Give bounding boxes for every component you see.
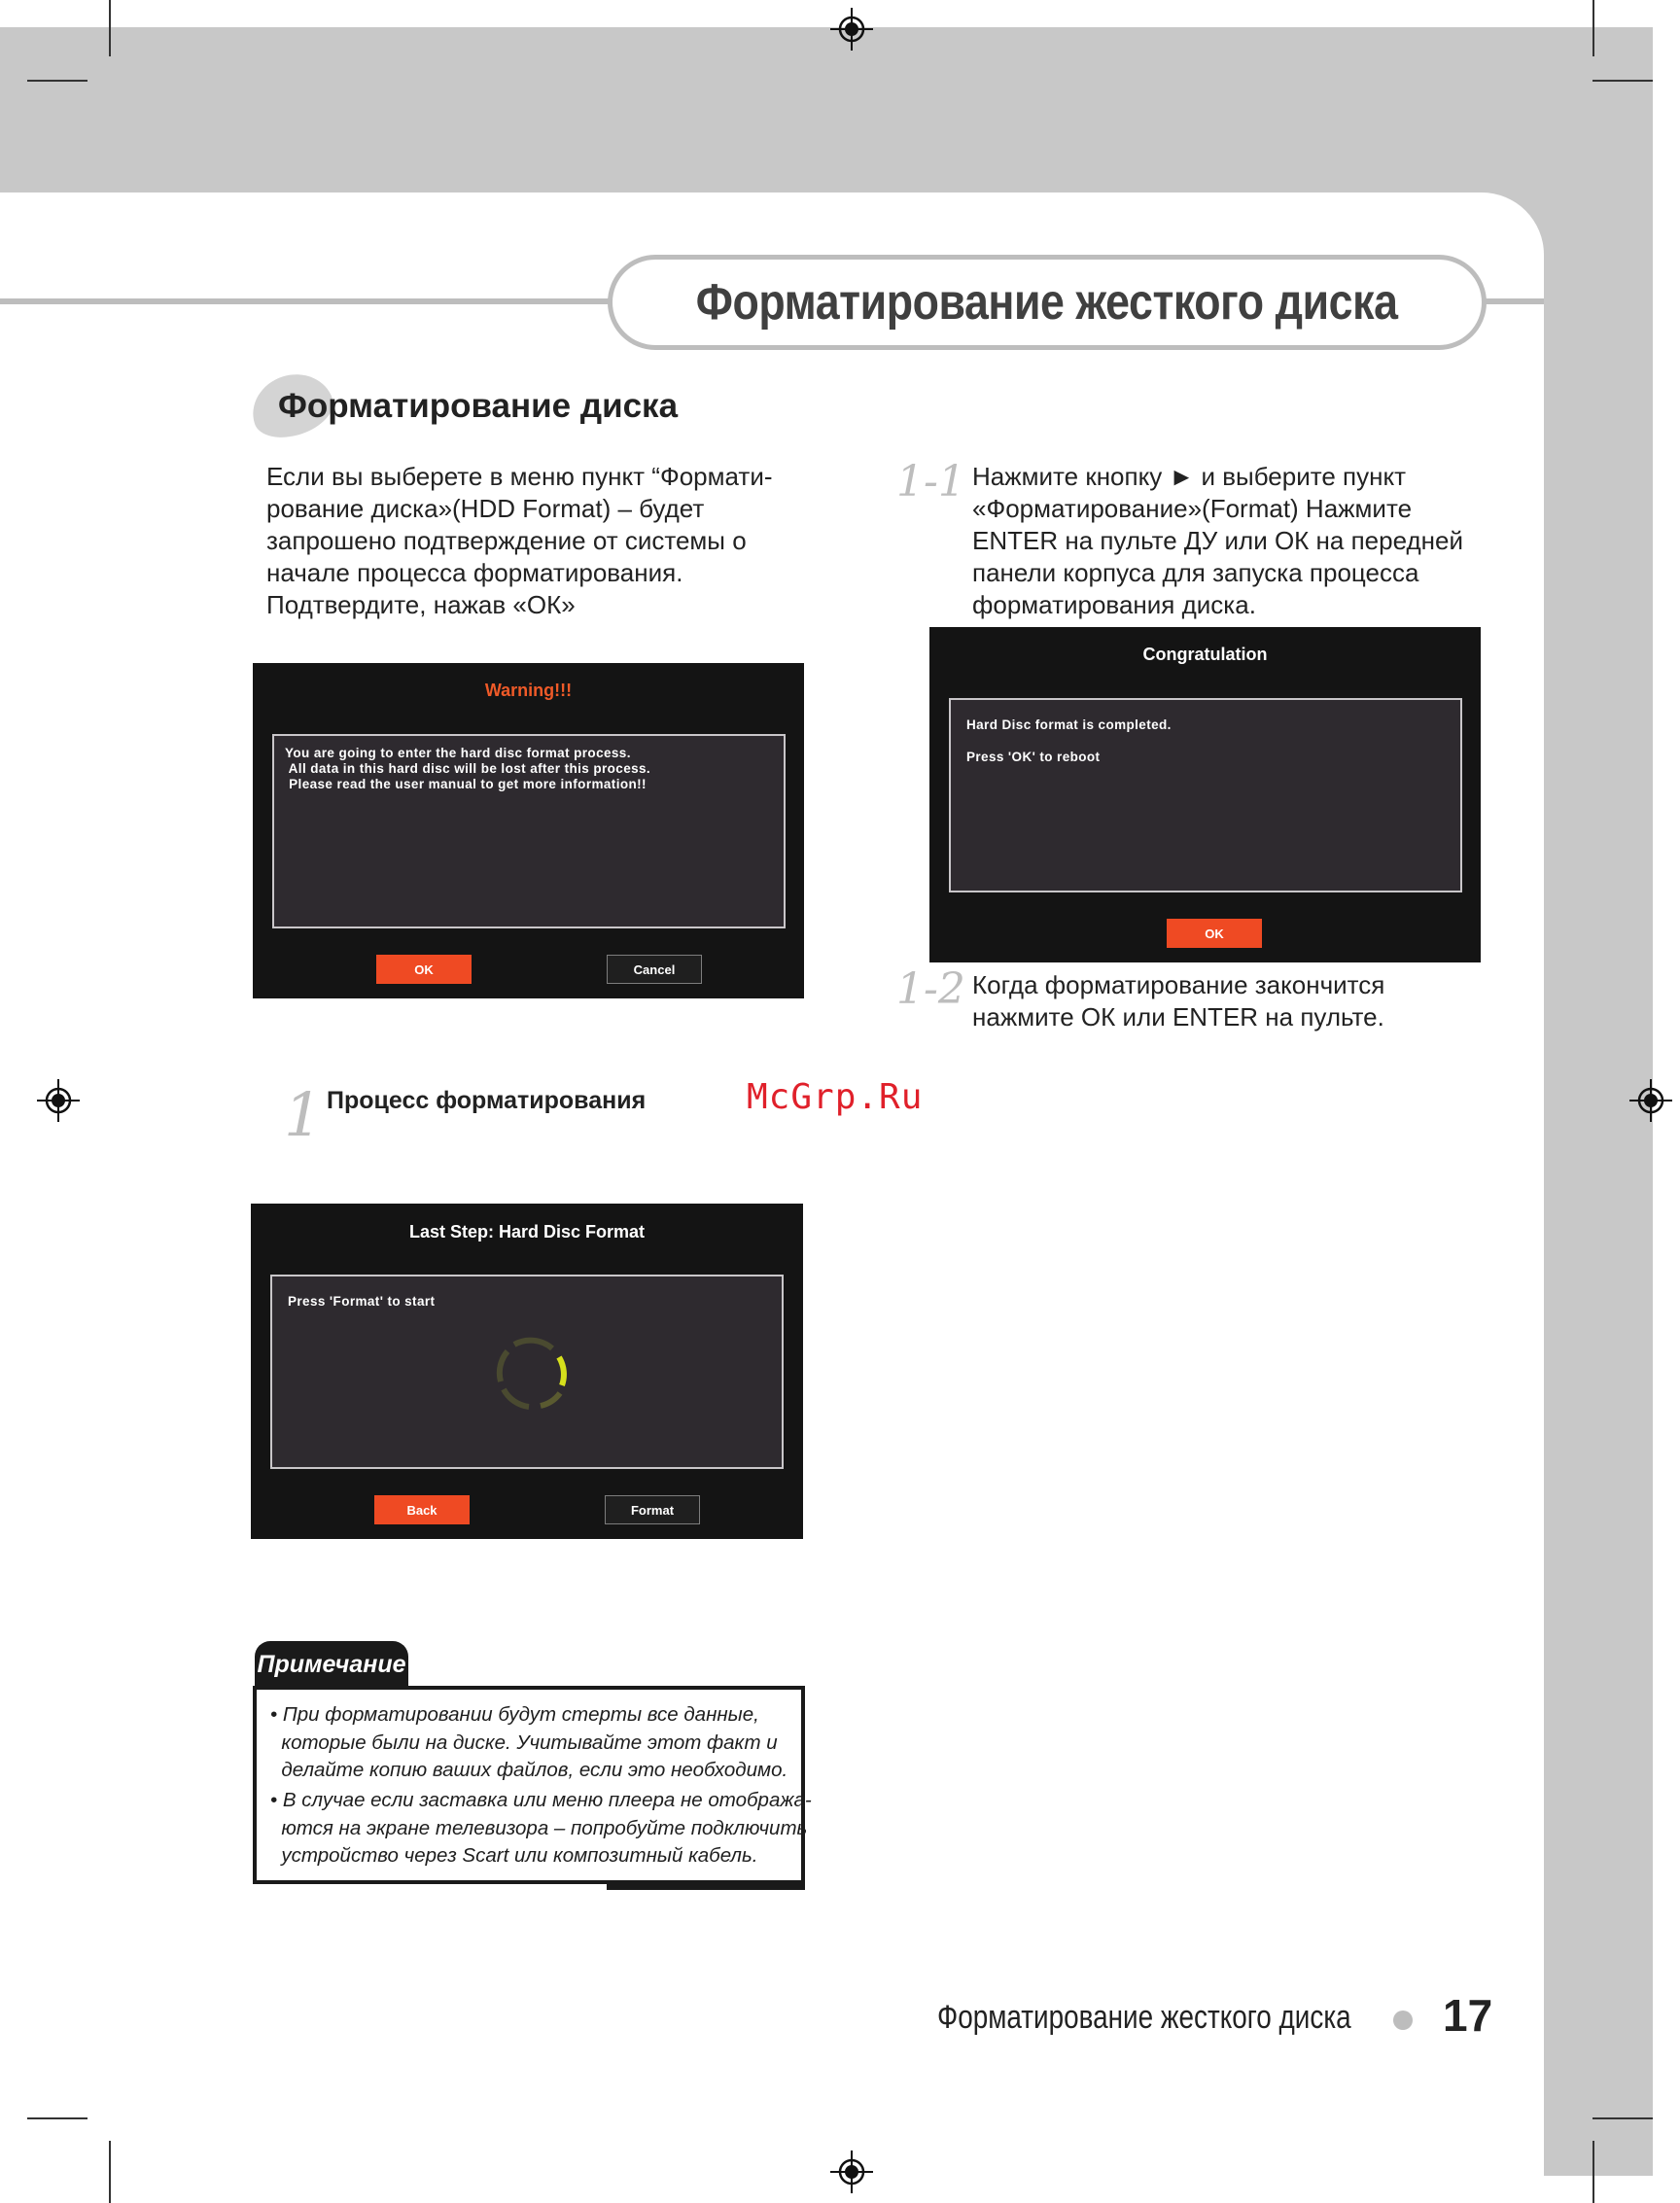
registration-mark-icon — [830, 8, 873, 51]
footer-dot — [1393, 2011, 1413, 2030]
crop-mark — [1592, 80, 1653, 82]
congratulation-line: Hard Disc format is completed. — [966, 717, 1172, 732]
crop-mark — [1592, 0, 1594, 56]
back-button[interactable]: Back — [374, 1495, 470, 1524]
registration-mark-icon — [1629, 1079, 1672, 1122]
step-1-2-text — [972, 969, 1384, 1033]
step-line: нажмите ОК или ENTER на пульте. — [972, 1002, 1384, 1032]
intro-line: начале процесса форматирования. — [266, 558, 683, 587]
warning-line: You are going to enter the hard disc format process. — [285, 746, 631, 760]
section-heading: Форматирование диска — [278, 387, 679, 425]
step-line: «Форматирование»(Format) Нажмите — [972, 494, 1413, 523]
loading-spinner-icon — [484, 1325, 581, 1422]
note-line: устройство через Scart или композитный кабель. — [270, 1844, 758, 1867]
note-box — [253, 1686, 812, 1884]
registration-mark-icon — [830, 2151, 873, 2193]
format-message-panel — [270, 1275, 784, 1469]
step-number: 1-1 — [896, 457, 965, 507]
watermark: McGrp.Ru — [747, 1077, 924, 1117]
crop-mark — [1592, 2117, 1653, 2119]
intro-line: Подтвердите, нажав «ОК» — [266, 590, 576, 619]
warning-line: All data in this hard disc will be lost after this process. — [285, 761, 651, 776]
congratulation-screen — [929, 627, 1481, 962]
crop-mark — [109, 2141, 111, 2203]
warning-message-panel — [272, 734, 786, 928]
step-number: 1-2 — [896, 964, 965, 1014]
crop-mark — [27, 2117, 88, 2119]
note-shadow — [607, 1882, 805, 1890]
step-line: Нажмите кнопку ► и выберите пункт — [972, 462, 1407, 491]
note-line: • В случае если заставка или меню плеера не отобража- — [270, 1789, 812, 1811]
format-button[interactable]: Format — [605, 1495, 700, 1524]
congratulation-line: Press 'OK' to reboot — [966, 750, 1101, 764]
step-1-1-text — [972, 461, 1463, 621]
note-line: делайте копию ваших файлов, если это необходимо. — [270, 1759, 788, 1781]
intro-line: запрошено подтверждение от системы о — [266, 526, 747, 555]
step-line: Когда форматирование закончится — [972, 970, 1385, 999]
warning-title — [253, 681, 804, 701]
format-line: Press 'Format' to start — [288, 1294, 436, 1309]
warning-screen — [253, 663, 804, 998]
intro-line: Если вы выберете в меню пункт “Формати- — [266, 462, 773, 491]
crop-mark — [1592, 2141, 1594, 2203]
header-band — [0, 27, 1653, 192]
warning-line: Please read the user manual to get more information!! — [285, 777, 647, 791]
crop-mark — [27, 80, 88, 82]
crop-mark — [109, 0, 111, 56]
format-screen — [251, 1204, 803, 1539]
note-heading: Примечание — [257, 1650, 406, 1678]
intro-line: рование диска»(HDD Format) – будет — [266, 494, 705, 523]
page-number: 17 — [1443, 1990, 1493, 2041]
cancel-button[interactable]: Cancel — [607, 955, 702, 984]
ok-button[interactable]: OK — [1167, 919, 1262, 948]
note-line: • При форматировании будут стерты все данные, — [270, 1703, 759, 1726]
format-title: Last Step: Hard Disc Format — [408, 1222, 646, 1241]
note-line: которые были на диске. Учитывайте этот факт и — [270, 1731, 778, 1754]
page-title-box — [608, 255, 1487, 350]
warning-title-text: Warning!!! — [484, 681, 573, 700]
footer-section-title: Форматирование жесткого диска — [937, 1999, 1351, 2036]
page-title: Форматирование жесткого диска — [696, 274, 1398, 331]
congratulation-message-panel — [949, 698, 1462, 892]
step-label: Процесс форматирования — [327, 1087, 647, 1114]
note-tab — [255, 1641, 408, 1688]
step-line: ENTER на пульте ДУ или ОК на передней — [972, 526, 1463, 555]
note-bullet — [270, 1701, 788, 1785]
step-number: 1 — [284, 1079, 323, 1150]
congratulation-title: Congratulation — [1142, 645, 1268, 664]
ok-button[interactable]: OK — [376, 955, 472, 984]
registration-mark-icon — [37, 1079, 80, 1122]
step-line: панели корпуса для запуска процесса — [972, 558, 1419, 587]
note-line: ются на экране телевизора – попробуйте подключить — [270, 1816, 808, 1839]
step-line: форматирования диска. — [972, 590, 1256, 619]
intro-paragraph — [266, 461, 773, 621]
note-bullet — [270, 1787, 812, 1871]
